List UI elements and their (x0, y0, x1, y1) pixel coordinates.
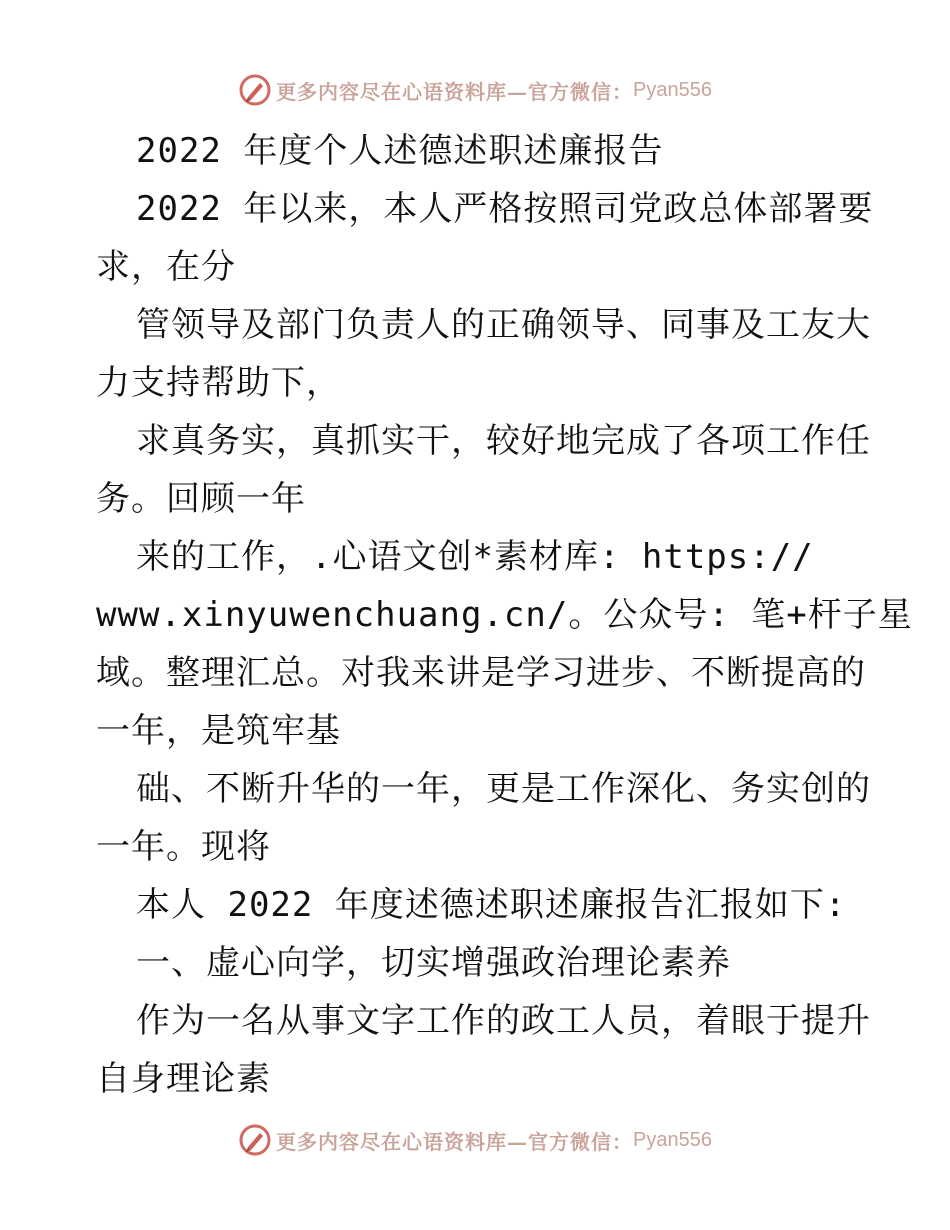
pen-logo-icon (238, 73, 272, 107)
text-line: 务。回顾一年 (96, 479, 306, 519)
text-line: 管领导及部门负责人的正确领导、同事及工友大 (136, 305, 871, 345)
document-body (96, 122, 913, 1108)
text-line: 自身理论素 (96, 1059, 271, 1099)
text-line: 2022 年以来，本人严格按照司党政总体部署要 (136, 189, 874, 229)
text-line: 一年，是筑牢基 (96, 711, 341, 751)
text-line: 一年。现将 (96, 827, 271, 867)
text-line: 来的工作，.心语文创*素材库: https:// (136, 537, 814, 577)
text-line: 域。整理汇总。对我来讲是学习进步、不断提高的 (96, 653, 866, 693)
pen-logo-icon (238, 1123, 272, 1157)
text-line: 2022 年度个人述德述职述廉报告 (136, 131, 664, 171)
watermark-wechat-id: Pyan556 (633, 1128, 712, 1151)
text-line: 求真务实，真抓实干，较好地完成了各项工作任 (136, 421, 871, 461)
text-line: 本人 2022 年度述德述职述廉报告汇报如下: (136, 885, 847, 925)
text-line: 力支持帮助下， (96, 363, 341, 403)
watermark-slogan: 更多内容尽在心语资料库—官方微信： (276, 1129, 634, 1154)
watermark-footer (0, 1120, 950, 1160)
text-line: 求，在分 (96, 247, 236, 287)
watermark-header (0, 70, 950, 110)
watermark-wechat-id: Pyan556 (633, 78, 712, 101)
text-line: www.xinyuwenchuang.cn/。公众号: 笔+杆子星 (96, 595, 913, 635)
text-line: 一、虚心向学，切实增强政治理论素养 (136, 943, 731, 983)
watermark-slogan: 更多内容尽在心语资料库—官方微信： (276, 79, 634, 104)
text-line: 础、不断升华的一年，更是工作深化、务实创的 (136, 769, 871, 809)
text-line: 作为一名从事文字工作的政工人员，着眼于提升 (136, 1001, 871, 1041)
